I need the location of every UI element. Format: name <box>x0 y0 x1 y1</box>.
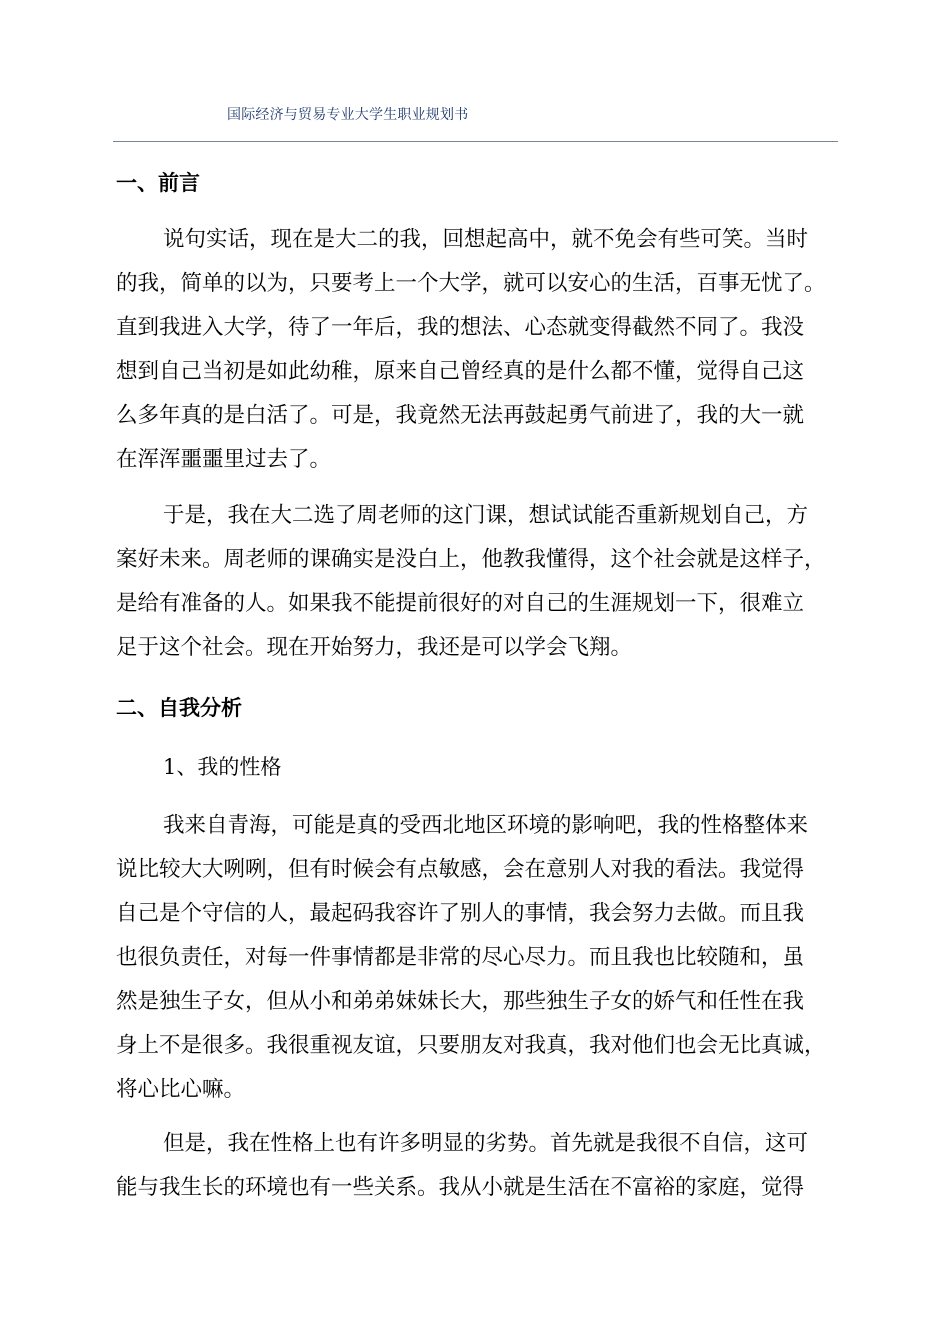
paragraph-line: 在浑浑噩噩里过去了。 <box>116 447 332 472</box>
paragraph-line: 案好未来。周老师的课确实是没白上，他教我懂得，这个社会就是这样子， <box>116 547 826 572</box>
paragraph-line: 但是，我在性格上也有许多明显的劣势。首先就是我很不自信，这可 <box>163 1131 809 1156</box>
paragraph-line: 我来自青海，可能是真的受西北地区环境的影响吧，我的性格整体来 <box>163 813 809 838</box>
paragraph-line: 是给有准备的人。如果我不能提前很好的对自己的生涯规划一下，很难立 <box>116 591 805 616</box>
paragraph-preface-1 <box>116 218 846 482</box>
paragraph-personality-1 <box>116 804 846 1112</box>
paragraph-line: 自己是个守信的人，最起码我容许了别人的事情，我会努力去做。而且我 <box>116 901 805 926</box>
paragraph-line: 身上不是很多。我很重视友谊，只要朋友对我真，我对他们也会无比真诚， <box>116 1033 826 1058</box>
paragraph-line: 说比较大大咧咧，但有时候会有点敏感，会在意别人对我的看法。我觉得 <box>116 857 805 882</box>
paragraph-line: 足于这个社会。现在开始努力，我还是可以学会飞翔。 <box>116 635 633 660</box>
paragraph-line: 的我，简单的以为，只要考上一个大学，就可以安心的生活，百事无忧了。 <box>116 271 826 296</box>
section-heading-preface: 一、前言 <box>116 170 200 195</box>
paragraph-preface-2 <box>116 494 846 670</box>
paragraph-personality-2 <box>116 1122 846 1210</box>
paragraph-line: 将心比心嘛。 <box>116 1077 246 1102</box>
paragraph-line: 么多年真的是白活了。可是，我竟然无法再鼓起勇气前进了，我的大一就 <box>116 403 805 428</box>
paragraph-line: 想到自己当初是如此幼稚，原来自己曾经真的是什么都不懂，觉得自己这 <box>116 359 805 384</box>
paragraph-line: 于是，我在大二选了周老师的这门课，想试试能否重新规划自己，方 <box>163 503 809 528</box>
running-header-title: 国际经济与贸易专业大学生职业规划书 <box>227 107 469 123</box>
paragraph-line: 也很负责任，对每一件事情都是非常的尽心尽力。而且我也比较随和，虽 <box>116 945 805 970</box>
paragraph-line: 说句实话，现在是大二的我，回想起高中，就不免会有些可笑。当时 <box>163 227 809 252</box>
subheading-personality: 1、我的性格 <box>163 755 282 779</box>
paragraph-line: 然是独生子女，但从小和弟弟妹妹长大，那些独生子女的娇气和任性在我 <box>116 989 805 1014</box>
header-divider <box>113 141 838 142</box>
section-heading-self-analysis: 二、自我分析 <box>116 695 242 720</box>
paragraph-line: 能与我生长的环境也有一些关系。我从小就是生活在不富裕的家庭，觉得 <box>116 1175 805 1200</box>
paragraph-line: 直到我进入大学，待了一年后，我的想法、心态就变得截然不同了。我没 <box>116 315 805 340</box>
